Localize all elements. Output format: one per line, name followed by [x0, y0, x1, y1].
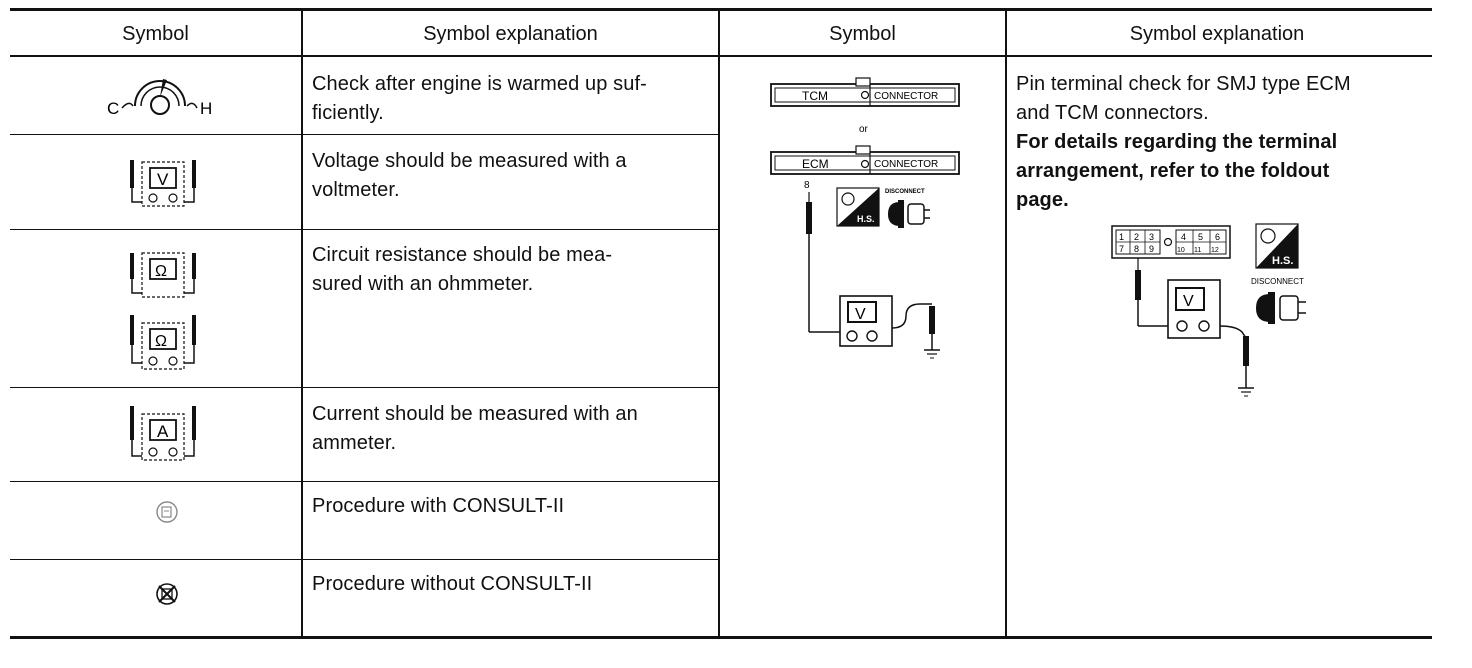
table-top-rule [10, 8, 1432, 11]
header-explanation-2: Symbol explanation [1129, 23, 1305, 45]
row2-line1: Voltage should be measured with a [312, 150, 627, 172]
hs-icon [837, 188, 879, 226]
right-bold-line2: arrangement, refer to the foldout [1016, 160, 1330, 182]
diagram-voltmeter-icon [840, 296, 892, 346]
row3-explanation [312, 241, 612, 299]
row5-explanation [312, 492, 564, 521]
terminal-connector-icon [1112, 226, 1230, 258]
col-divider-3 [1005, 10, 1007, 638]
pin-9: 9 [1149, 244, 1155, 254]
pin-2: 2 [1134, 232, 1140, 242]
pin-terminal-diagram [1110, 222, 1330, 402]
right-bold-line3: page. [1016, 189, 1069, 211]
pin-number-label: 8 [804, 180, 810, 191]
row2-line2: voltmeter. [312, 179, 400, 201]
row3-line1: Circuit resistance should be mea- [312, 244, 613, 266]
row-rule-5 [10, 559, 718, 560]
row-rule-1 [10, 134, 718, 135]
row5-line1: Procedure with CONSULT-II [312, 495, 565, 517]
disconnect-icon-2 [1251, 277, 1306, 324]
ecm-connector-label: CONNECTOR [874, 159, 939, 170]
gauge-cold-label: C [107, 99, 120, 118]
ohmmeter-letter-1: Ω [155, 263, 167, 280]
pin-check-voltmeter-letter: V [1183, 293, 1194, 310]
ohmmeter-icon [124, 245, 204, 375]
tcm-connector-icon [771, 78, 959, 106]
header-rule [10, 55, 1432, 57]
hs-icon-2 [1256, 224, 1298, 268]
row6-line1: Procedure without CONSULT-II [312, 573, 593, 595]
disconnect-icon [885, 189, 930, 228]
pin-11: 11 [1194, 247, 1202, 254]
connector-voltmeter-diagram [720, 60, 1005, 370]
row2-explanation [312, 147, 627, 205]
header-symbol-1: Symbol [122, 23, 189, 45]
row4-line1: Current should be measured with an [312, 403, 638, 425]
voltmeter-icon [124, 150, 204, 210]
pin-3: 3 [1149, 232, 1155, 242]
pin-5: 5 [1198, 232, 1204, 242]
row1-line2: ficiently. [312, 102, 384, 124]
row4-line2: ammeter. [312, 432, 397, 454]
consult-ii-icon [155, 500, 179, 524]
pin-7: 7 [1119, 244, 1125, 254]
pin-8: 8 [1134, 244, 1140, 254]
col-divider-1 [301, 10, 303, 638]
header-symbol-2: Symbol [829, 23, 896, 45]
right-explanation [1016, 70, 1351, 215]
ohmmeter-letter-2: Ω [155, 333, 167, 350]
or-label: or [859, 124, 868, 135]
hs-label: H.S. [857, 214, 875, 224]
table-bottom-rule [10, 636, 1432, 639]
row1-line1: Check after engine is warmed up suf- [312, 73, 647, 95]
tcm-label: TCM [802, 89, 828, 103]
pin-check-voltmeter-icon [1168, 280, 1220, 338]
voltmeter-letter: V [157, 170, 169, 189]
tcm-connector-label: CONNECTOR [874, 91, 939, 102]
disconnect-label: DISCONNECT [885, 189, 925, 195]
right-line2: and TCM connectors. [1016, 102, 1209, 124]
row4-explanation [312, 400, 638, 458]
pin-12: 12 [1211, 247, 1219, 254]
right-line1: Pin terminal check for SMJ type ECM [1016, 73, 1351, 95]
header-explanation-1: Symbol explanation [423, 23, 598, 45]
engine-temperature-gauge-icon [105, 70, 215, 120]
ecm-label: ECM [802, 157, 829, 171]
row6-explanation [312, 570, 592, 599]
right-bold-line1: For details regarding the terminal [1016, 131, 1338, 153]
pin-4: 4 [1181, 232, 1187, 242]
pin-1: 1 [1119, 232, 1125, 242]
ammeter-icon [124, 402, 204, 466]
row1-explanation [312, 70, 647, 128]
row-rule-3 [10, 387, 718, 388]
pin-6: 6 [1215, 232, 1221, 242]
row-rule-4 [10, 481, 718, 482]
hs-label-2: H.S. [1272, 255, 1294, 267]
row3-line2: sured with an ohmmeter. [312, 273, 534, 295]
gauge-hot-label: H [200, 99, 213, 118]
no-consult-ii-icon [155, 582, 179, 606]
pin-10: 10 [1177, 247, 1185, 254]
row-rule-2 [10, 229, 718, 230]
ecm-connector-icon [771, 146, 959, 174]
diagram-voltmeter-letter: V [855, 306, 866, 323]
disconnect-label-2: DISCONNECT [1251, 277, 1304, 286]
ammeter-letter: A [157, 422, 169, 441]
